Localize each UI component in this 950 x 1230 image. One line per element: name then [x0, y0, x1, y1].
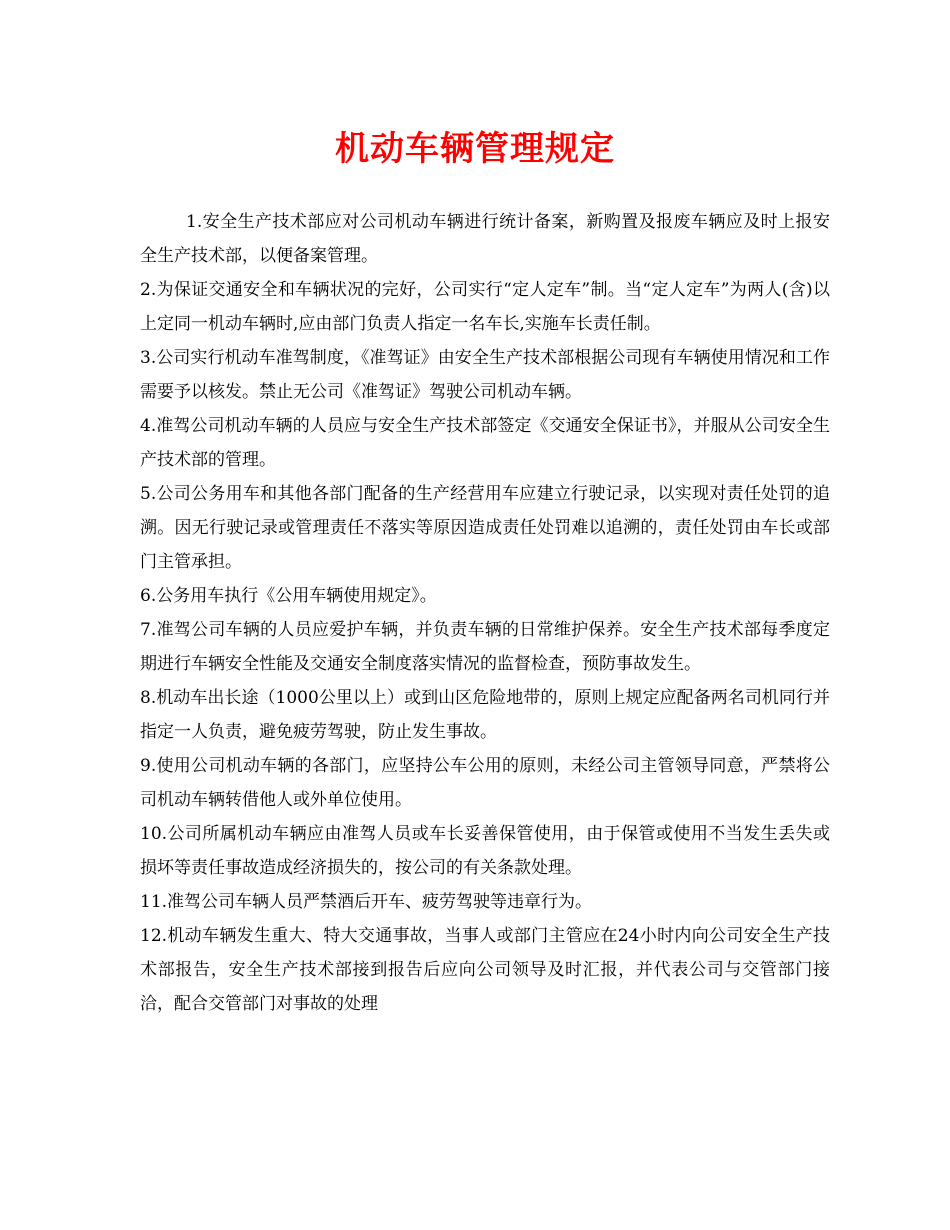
- paragraph-1: 1.安全生产技术部应对公司机动车辆进行统计备案，新购置及报废车辆应及时上报安全生产技术部，以便备案管理。: [140, 212, 830, 266]
- paragraph-11: 11.准驾公司车辆人员严禁酒后开车、疲劳驾驶等违章行为。: [140, 892, 593, 912]
- paragraph-6: 6.公务用车执行《公用车辆使用规定》。: [140, 586, 437, 606]
- paragraph-2: 2.为保证交通安全和车辆状况的完好，公司实行“定人定车”制。当“定人定车”为两人(含)以上定同一机动车辆时,应由部门负责人指定一名车长,实施车长责任制。: [140, 280, 830, 334]
- document-body: [140, 205, 830, 1021]
- paragraph-12: 12.机动车辆发生重大、特大交通事故，当事人或部门主管应在24小时内向公司安全生产技术部报告，安全生产技术部接到报告后应向公司领导及时汇报，并代表公司与交管部门接洽，配合交管部门对事故的处理: [140, 926, 830, 1014]
- paragraph-3: 3.公司实行机动车准驾制度，《准驾证》由安全生产技术部根据公司现有车辆使用情况和工作需要予以核发。禁止无公司《准驾证》驾驶公司机动车辆。: [140, 348, 830, 402]
- paragraph-7: 7.准驾公司车辆的人员应爱护车辆，并负责车辆的日常维护保养。安全生产技术部每季度定期进行车辆安全性能及交通安全制度落实情况的监督检查，预防事故发生。: [140, 620, 830, 674]
- document-title: 机动车辆管理规定: [335, 129, 615, 169]
- paragraph-4: 4.准驾公司机动车辆的人员应与安全生产技术部签定《交通安全保证书》，并服从公司安全生产技术部的管理。: [140, 416, 830, 470]
- paragraph-9: 9.使用公司机动车辆的各部门，应坚持公车公用的原则，未经公司主管领导同意，严禁将公司机动车辆转借他人或外单位使用。: [140, 756, 830, 810]
- paragraph-10: 10.公司所属机动车辆应由准驾人员或车长妥善保管使用，由于保管或使用不当发生丢失或损坏等责任事故造成经济损失的，按公司的有关条款处理。: [140, 824, 830, 878]
- paragraph-8: 8.机动车出长途（1000公里以上）或到山区危险地带的，原则上规定应配备两名司机同行并指定一人负责，避免疲劳驾驶，防止发生事故。: [140, 688, 830, 742]
- paragraph-5: 5.公司公务用车和其他各部门配备的生产经营用车应建立行驶记录，以实现对责任处罚的追溯。因无行驶记录或管理责任不落实等原因造成责任处罚难以追溯的，责任处罚由车长或部门主管承担。: [140, 484, 830, 572]
